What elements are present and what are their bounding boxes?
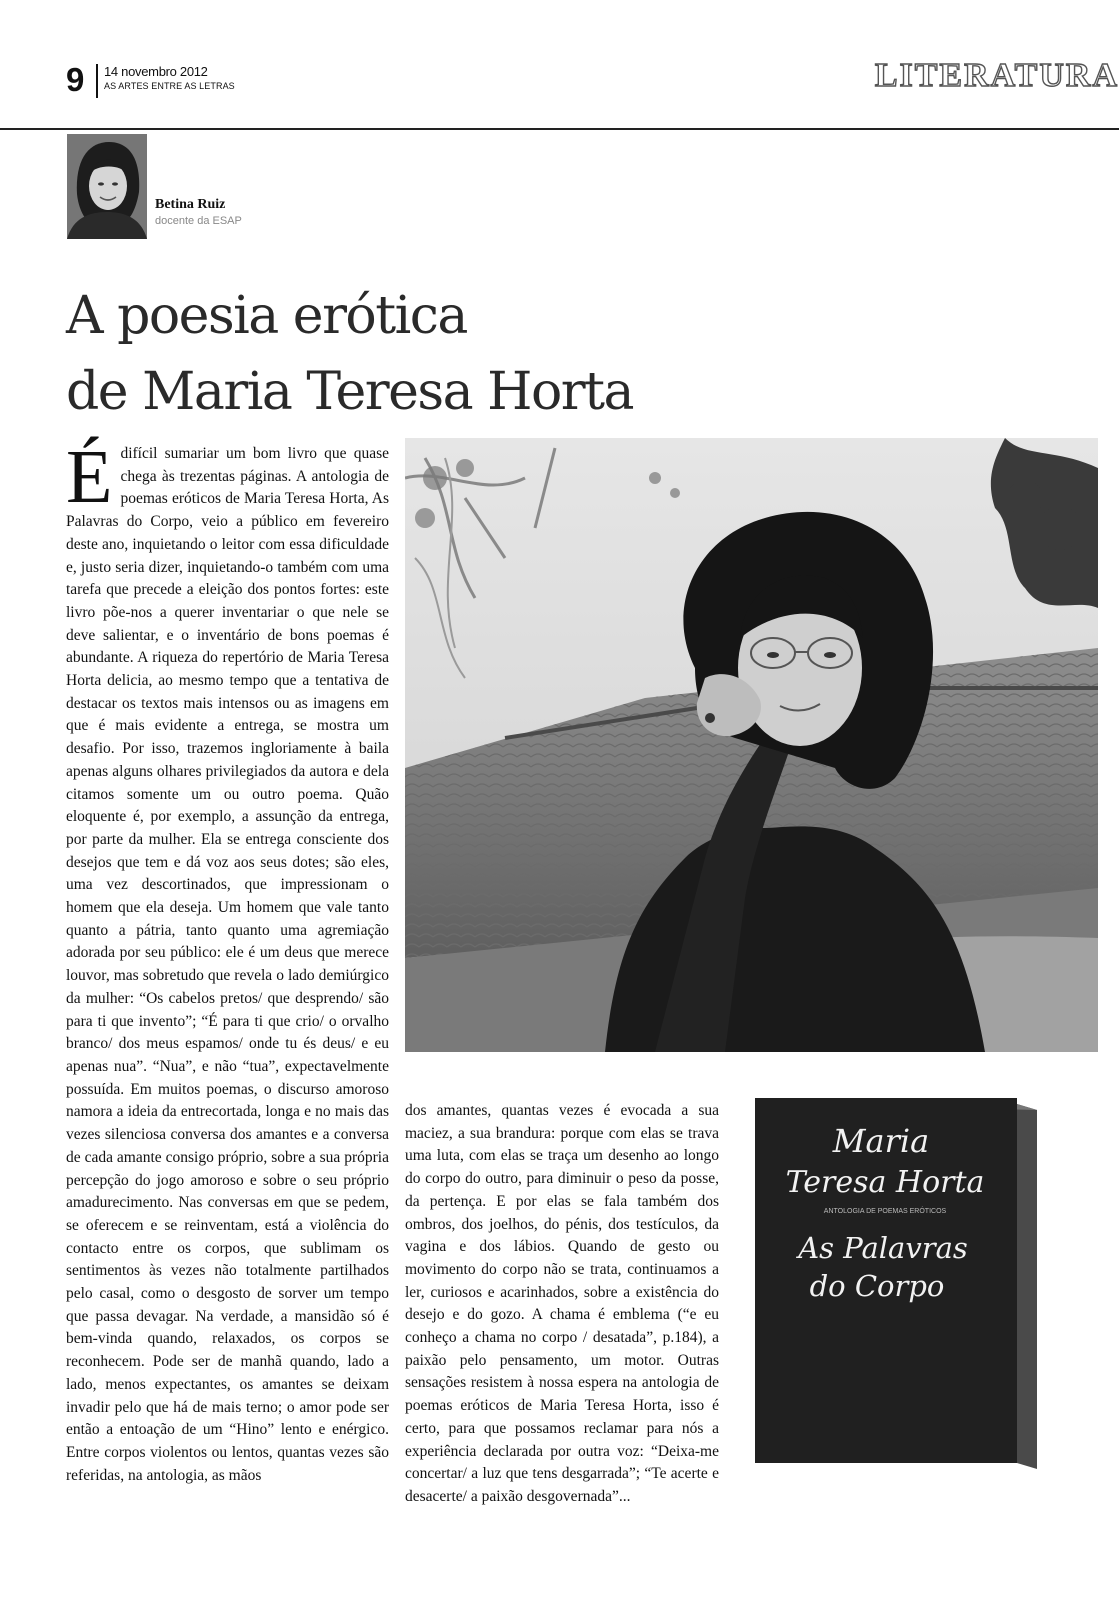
header-rule	[0, 128, 1119, 130]
book-author-line-2: Teresa Horta	[785, 1165, 985, 1200]
author-role: docente da ESAP	[155, 215, 242, 227]
drop-cap: É	[66, 435, 113, 519]
article-column-1	[66, 435, 389, 1487]
author-portrait-photo	[405, 438, 1098, 1052]
article-column-2: dos amantes, quantas vezes é evocada a sua maciez, a sua brandura: porque com elas se trava uma luta, com elas se traça um desenho ao longo do corpo do outro, para diminuir o peso da posse, da pertença. E por elas se fala também dos ombros, dos joelhos, do pénis, dos testículos, da vagina e dos lábios. Quando de gesto ou movimento do corpo não se trata, continuamos a ler, curiosos e acarinhados, sobre a existência do desejo e do gozo. A chama é emblema (“e eu conheço a chama no corpo / desatada”, p.184), a paixão pelo pensamento, um motor. Outras sensações resistem à nossa espera na antologia de poemas eróticos de Maria Teresa Horta, isso é certo, para que possamos reclamar para nós a experiência declarada por outra voz: “Deixa-me concertar/ a luz que tens desgarrada”; “Te acerte e desacerte/ a paixão desgovernada”...	[405, 1102, 719, 1505]
headline-line-1: A poesia erótica	[66, 286, 467, 346]
book-title-line-2: do Corpo	[809, 1269, 945, 1303]
author-photo	[67, 134, 147, 239]
article-text-1: difícil sumariar um bom livro que quase chega às trezentas páginas. A antologia de poemas eróticos de Maria Teresa Horta, As Palavras do Corpo, veio a público em fevereiro deste ano, inquietando o leitor com essa dificuldade e, justo seria dizer, inquietando-o também com uma tarefa que precede a eleição dos pontos fortes: este livro põe-nos a querer inventariar o que nele se deve salientar, e o inventário de bons poemas é abundante. A riqueza do repertório de Maria Teresa Horta delicia, ao mesmo tempo que a tentativa de destacar os textos mais intensos ou as imagens em que é mais evidente a entrega, se mostra um desafio. Por isso, trazemos ingloriamente à baila apenas alguns olhares privilegiados da autora e dela citamos somente um ou outro poema. Quão eloquente é, por exemplo, a assunção da entrega, por parte da mulher. Ela se entrega consciente dos desejos que tem e dá voz aos seus dotes; são eles, uma vez descortinados, que impressionam o homem que ela deseja. Um homem que vale tanto quanto a pátria, tanto quanto uma agremiação adorada por seu público: ele é um deus que merece louvor, mas sobretudo que revela o lado demiúrgico da mulher: “Os cabelos pretos/ que desprendo/ são para ti que invento”; “É para ti que crio/ o orvalho branco/ dos meus espamos/ onde tu és deus/ e eu apenas nua”. “Nua”, e não “tua”, expectavelmente possuída. Em muitos poemas, o discurso amoroso namora a ideia da entrecortada, longa e no mais das vezes silenciosa conversa dos amantes e a conversa de cada amante consigo próprio, sobre a sua própria percepção do jogo amoroso e sobre o seu próprio amadurecimento. Nas conversas em que se pedem, se oferecem e se reinventam, está a violência do contacto entre os corpos, que sublimam os sentimentos às vezes não totalmente partilhados pelo casal, como o desgosto de sorver um tempo que passa devagar. Na verdade, a mansidão só é bem-vinda quando, relaxados, os corpos se reconhecem. Pode ser de manhã quando, lado a lado, menos expectantes, os amantes se deixam invadir pelo que há de mais terno; o amor pode ser então a entoação de um “Hino” lento e enérgico. Entre corpos violentos ou lentos, quantas vezes são referidas, na antologia, as mãos	[66, 445, 389, 1484]
page-number: 9	[66, 61, 85, 98]
headline-line-2: de Maria Teresa Horta	[66, 362, 634, 422]
header-divider	[96, 64, 98, 98]
book-title-line-1: As Palavras	[798, 1231, 968, 1265]
section-title: LITERATURA	[874, 57, 1119, 94]
section-subtitle: AS ARTES ENTRE AS LETRAS	[104, 81, 235, 91]
book-author-line-1: Maria	[832, 1122, 930, 1160]
headline	[66, 278, 826, 430]
author-name: Betina Ruiz	[155, 197, 226, 212]
book-subtitle: ANTOLOGIA DE POEMAS ERÓTICOS	[823, 1208, 947, 1215]
book-cover-image	[755, 1098, 1037, 1469]
issue-date: 14 novembro 2012	[104, 64, 208, 79]
